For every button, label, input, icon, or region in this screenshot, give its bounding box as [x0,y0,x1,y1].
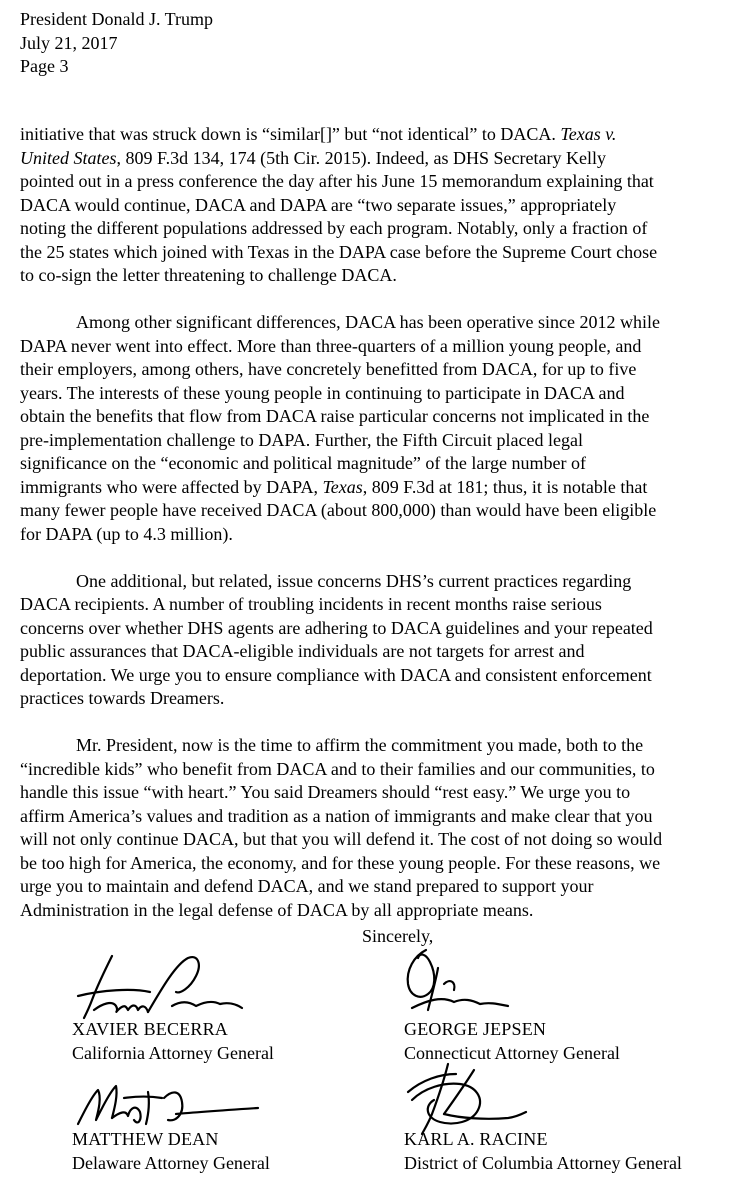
letter-body [20,123,722,946]
signatory-dean [72,1128,270,1175]
text-line: “incredible kids” who benefit from DACA and to their families and our communities, to [20,758,655,779]
text-line: handle this issue “with heart.” You said Dreamers should “rest easy.” We urge you to [20,782,631,802]
text-line: affirm America’s values and tradition as a nation of immigrants and make clear that you [20,805,653,826]
text-line: significance on the “economic and political magnitude” of the large number of [20,453,586,473]
case-citation: United States [20,147,117,168]
closing-salutation: Sincerely, [362,926,434,946]
paragraph [20,123,722,288]
text-line: Among other significant differences, DACA has been operative since 2012 while [76,312,661,332]
text-line: the 25 states which joined with Texas in the DAPA case before the Supreme Court chose [20,241,658,262]
text-line: public assurances that DACA-eligible individuals are not targets for arrest and [20,641,585,661]
case-citation: Texas [322,476,363,497]
signatory-title: Delaware Attorney General [72,1152,270,1173]
signatory-title: Connecticut Attorney General [404,1042,620,1063]
text-line: pointed out in a press conference the day after his June 15 memorandum explaining that [20,171,654,191]
text-line: initiative that was struck down is “similar[]” but “not identical” to DACA. Texas v. [20,124,617,144]
text-line: practices towards Dreamers. [20,688,225,708]
page-number: Page 3 [20,56,69,76]
text-line: be too high for America, the economy, and for these young people. For these reasons, we [20,852,661,873]
signature-jepsen [398,944,518,1024]
text-line: DAPA never went into effect. More than three-quarters of a million young people, and [20,335,642,356]
signatory-name: XAVIER BECERRA [72,1019,228,1039]
text-line: pre-implementation challenge to DAPA. Further, the Fifth Circuit placed legal [20,429,583,450]
signatory-name: MATTHEW DEAN [72,1129,219,1149]
text-line: their employers, among others, have concretely benefitted from DACA, for up to five [20,359,637,379]
text-line: concerns over whether DHS agents are adhering to DACA guidelines and your repeated [20,617,653,638]
text-line: Mr. President, now is the time to affirm the commitment you made, both to the [76,735,644,755]
text-line: DACA would continue, DACA and DAPA are “two separate issues,” appropriately [20,194,617,215]
text-line: immigrants who were affected by DAPA, Texas, 809 F.3d at 181; thus, it is notable that [20,476,648,497]
text-line: urge you to maintain and defend DACA, and we stand prepared to support your [20,876,594,896]
text-line: noting the different populations addressed by each program. Notably, only a fraction of [20,218,648,238]
signatory-becerra [72,1018,274,1065]
text-line: United States, 809 F.3d 134, 174 (5th Cir. 2015). Indeed, as DHS Secretary Kelly [20,147,606,168]
case-citation: Texas v. [560,124,617,144]
text-line: years. The interests of these young people in continuing to participate in DACA and [20,382,625,403]
recipient-line: President Donald J. Trump [20,9,214,29]
signatory-racine [404,1128,682,1175]
paragraph [20,570,722,711]
signatory-title: California Attorney General [72,1042,274,1063]
text-line: Administration in the legal defense of DACA by all appropriate means. [20,899,534,920]
text-line: to co-sign the letter threatening to challenge DACA. [20,265,397,285]
letter-header [20,8,213,79]
text-line: DACA recipients. A number of troubling incidents in recent months raise serious [20,594,602,614]
signatory-title: District of Columbia Attorney General [404,1152,682,1173]
text-line: for DAPA (up to 4.3 million). [20,523,233,544]
date-line: July 21, 2017 [20,32,118,53]
text-line: obtain the benefits that flow from DACA raise particular concerns not implicated in the [20,406,650,426]
text-line: One additional, but related, issue concerns DHS’s current practices regarding [76,570,632,591]
text-line: many fewer people have received DACA (about 800,000) than would have been eligible [20,500,657,520]
signature-becerra [72,948,262,1028]
paragraph [20,734,722,922]
signatory-name: KARL A. RACINE [404,1129,548,1149]
text-line: deportation. We urge you to ensure compliance with DACA and consistent enforcement [20,664,652,685]
paragraph [20,311,722,546]
signatory-name: GEORGE JEPSEN [404,1019,547,1039]
signatory-jepsen [404,1018,620,1065]
text-line: will not only continue DACA, but that you will defend it. The cost of not doing so would [20,829,663,849]
